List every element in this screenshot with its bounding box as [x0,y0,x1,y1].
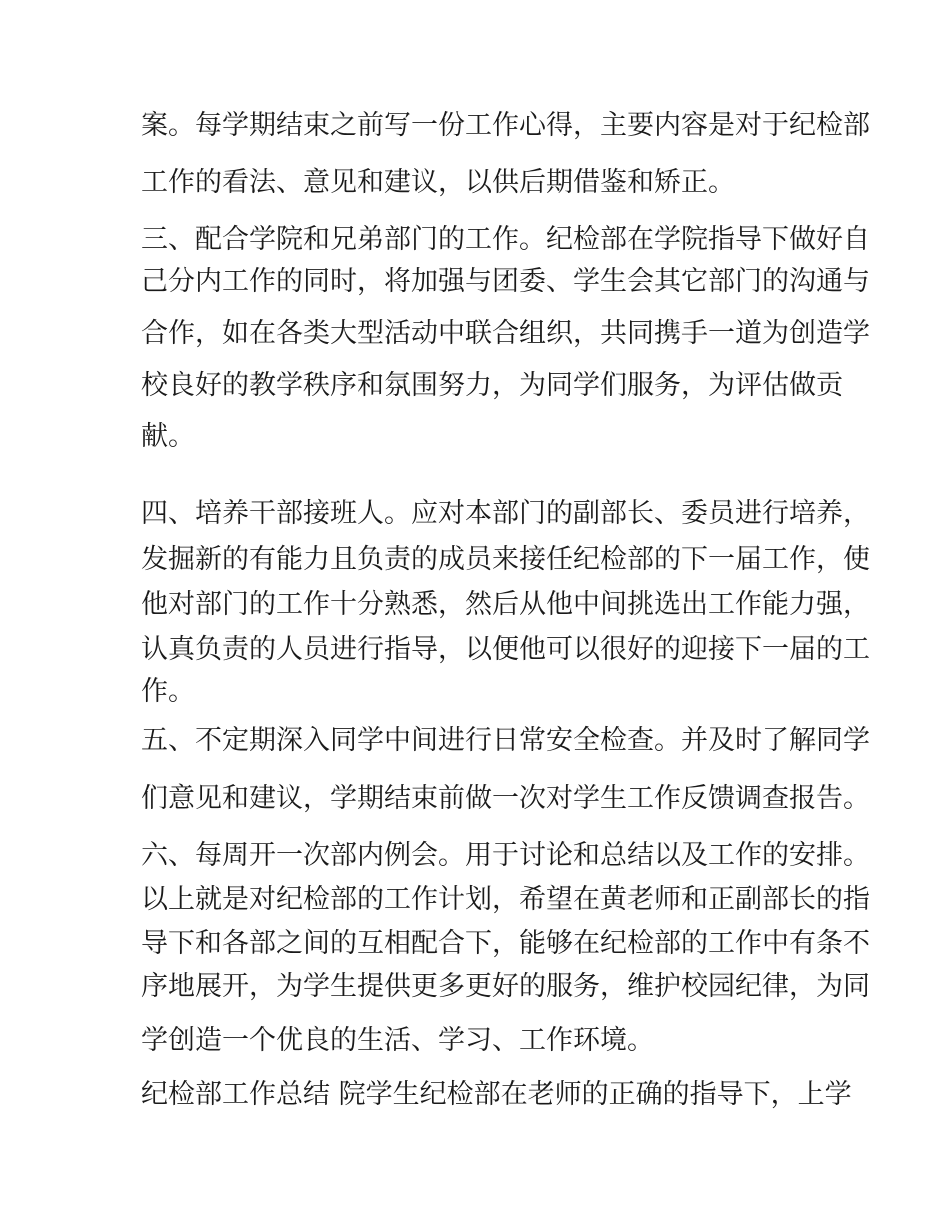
text-line: 以上就是对纪检部的工作计划，希望在黄老师和正副部长的指 [141,884,870,915]
text-line: 三、配合学院和兄弟部门的工作。纪检部在学院指导下做好自 [141,224,870,255]
text-line: 四、培养干部接班人。应对本部门的副部长、委员进行培养， [141,498,870,529]
text-line: 作。 [141,676,195,707]
text-line: 合作，如在各类大型活动中联合组织，共同携手一道为创造学 [141,318,870,349]
text-line: 工作的看法、意见和建议，以供后期借鉴和矫正。 [141,167,735,198]
text-line: 他对部门的工作十分熟悉，然后从他中间挑选出工作能力强， [141,589,870,620]
text-line: 纪检部工作总结 院学生纪检部在老师的正确的指导下，上学 [141,1079,852,1110]
text-line: 案。每学期结束之前写一份工作心得，主要内容是对于纪检部 [141,110,870,141]
text-line: 认真负责的人员进行指导，以便他可以很好的迎接下一届的工 [141,634,870,665]
text-line: 发掘新的有能力且负责的成员来接任纪检部的下一届工作，使 [141,544,870,575]
text-line: 己分内工作的同时，将加强与团委、学生会其它部门的沟通与 [141,266,870,297]
text-line: 们意见和建议，学期结束前做一次对学生工作反馈调查报告。 [141,783,870,814]
text-line: 六、每周开一次部内例会。用于讨论和总结以及工作的安排。 [141,840,870,871]
text-line: 校良好的教学秩序和氛围努力，为同学们服务，为评估做贡 [141,370,843,401]
text-line: 导下和各部之间的互相配合下，能够在纪检部的工作中有条不 [141,928,870,959]
text-line: 五、不定期深入同学中间进行日常安全检查。并及时了解同学 [141,725,870,756]
text-line: 献。 [141,421,195,452]
text-line: 序地展开，为学生提供更多更好的服务，维护校园纪律，为同 [141,971,870,1002]
text-line: 学创造一个优良的生活、学习、工作环境。 [141,1025,654,1056]
